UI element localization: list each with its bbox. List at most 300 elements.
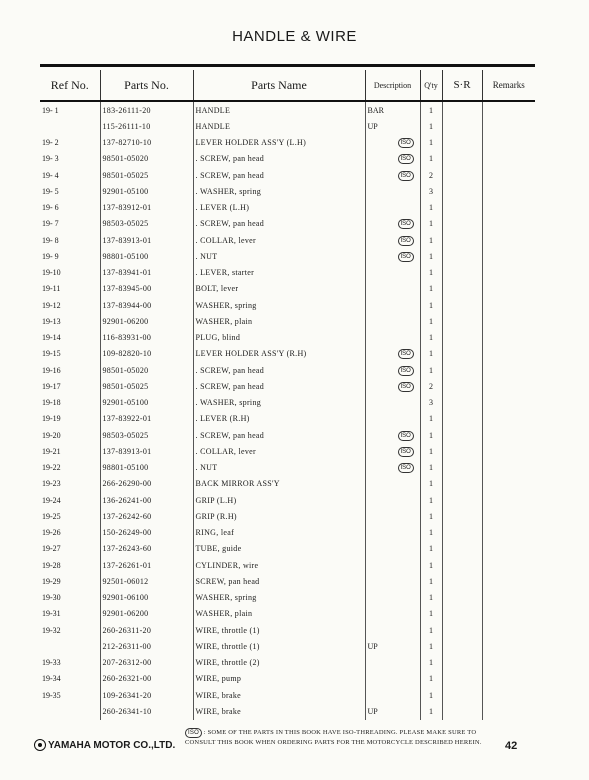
cell-parts-name: WASHER, spring (193, 297, 365, 313)
cell-description (365, 297, 420, 313)
cell-parts-name: BACK MIRROR ASS'Y (193, 476, 365, 492)
cell-sr (442, 313, 482, 329)
cell-parts-name: TUBE, guide (193, 541, 365, 557)
cell-remarks (482, 167, 535, 183)
iso-mark-icon: ISO (398, 349, 414, 359)
cell-remarks (482, 557, 535, 573)
cell-description (365, 492, 420, 508)
cell-description (365, 248, 420, 264)
cell-remarks (482, 525, 535, 541)
cell-parts-no: 266-26290-00 (100, 476, 193, 492)
table-row (40, 460, 535, 476)
cell-parts-name: WIRE, brake (193, 687, 365, 703)
cell-parts-name: WASHER, plain (193, 606, 365, 622)
cell-remarks (482, 248, 535, 264)
table-row (40, 346, 535, 362)
iso-footnote (185, 728, 482, 747)
cell-parts-name: WIRE, throttle (2) (193, 655, 365, 671)
cell-sr (442, 541, 482, 557)
cell-qty: 1 (420, 216, 442, 232)
cell-parts-no: 137-26242-60 (100, 508, 193, 524)
cell-sr (442, 476, 482, 492)
cell-parts-no: 137-83941-01 (100, 265, 193, 281)
cell-remarks (482, 671, 535, 687)
cell-sr (442, 151, 482, 167)
table-row (40, 118, 535, 134)
table-row (40, 232, 535, 248)
cell-description (365, 183, 420, 199)
cell-parts-name: . NUT (193, 460, 365, 476)
iso-mark-icon: ISO (398, 252, 414, 262)
cell-parts-no: 98801-05100 (100, 248, 193, 264)
cell-description (365, 590, 420, 606)
table-row (40, 655, 535, 671)
cell-description (365, 101, 420, 118)
cell-description (365, 378, 420, 394)
cell-parts-name: WIRE, brake (193, 703, 365, 719)
footnote-line-1: : SOME OF THE PARTS IN THIS BOOK HAVE ISO-THREADING. PLEASE MAKE SURE TO (203, 729, 477, 736)
cell-ref (40, 703, 100, 719)
cell-remarks (482, 216, 535, 232)
cell-ref: 19-28 (40, 557, 100, 573)
cell-parts-no: 137-26261-01 (100, 557, 193, 573)
table-row (40, 167, 535, 183)
cell-parts-name: GRIP (L.H) (193, 492, 365, 508)
cell-ref: 19-17 (40, 378, 100, 394)
cell-sr (442, 427, 482, 443)
cell-remarks (482, 476, 535, 492)
cell-parts-name: . LEVER, starter (193, 265, 365, 281)
cell-description (365, 200, 420, 216)
cell-parts-name: WIRE, throttle (1) (193, 622, 365, 638)
cell-parts-name: PLUG, blind (193, 330, 365, 346)
cell-description (365, 606, 420, 622)
col-header-ref: Ref No. (40, 70, 100, 101)
cell-ref: 19-10 (40, 265, 100, 281)
cell-remarks (482, 687, 535, 703)
table-row (40, 216, 535, 232)
cell-sr (442, 606, 482, 622)
cell-ref: 19-34 (40, 671, 100, 687)
cell-sr (442, 232, 482, 248)
cell-ref: 19-22 (40, 460, 100, 476)
table-row (40, 541, 535, 557)
cell-sr (442, 183, 482, 199)
cell-qty: 1 (420, 606, 442, 622)
cell-sr (442, 200, 482, 216)
cell-ref: 19- 8 (40, 232, 100, 248)
cell-qty: 1 (420, 346, 442, 362)
cell-qty: 1 (420, 541, 442, 557)
cell-parts-no: 98501-05020 (100, 362, 193, 378)
cell-parts-name: . WASHER, spring (193, 183, 365, 199)
cell-description (365, 476, 420, 492)
table-row (40, 606, 535, 622)
cell-parts-name: . LEVER (R.H) (193, 411, 365, 427)
cell-ref: 19- 7 (40, 216, 100, 232)
table-row (40, 330, 535, 346)
cell-ref: 19-12 (40, 297, 100, 313)
table-row (40, 492, 535, 508)
table-row (40, 411, 535, 427)
cell-description (365, 573, 420, 589)
col-header-sr: S·R (442, 70, 482, 101)
cell-parts-no: 92901-05100 (100, 183, 193, 199)
table-row (40, 183, 535, 199)
table-row (40, 703, 535, 719)
cell-description (365, 638, 420, 654)
cell-qty: 1 (420, 151, 442, 167)
cell-sr (442, 362, 482, 378)
footnote-line-2: CONSULT THIS BOOK WHEN ORDERING PARTS FOR THE MOTORCYCLE DESCRIBED HEREIN. (185, 739, 482, 746)
col-header-remarks: Remarks (482, 70, 535, 101)
cell-parts-no: 207-26312-00 (100, 655, 193, 671)
cell-remarks (482, 200, 535, 216)
cell-description (365, 411, 420, 427)
iso-mark-icon: ISO (398, 431, 414, 441)
cell-qty: 1 (420, 330, 442, 346)
cell-qty: 1 (420, 508, 442, 524)
cell-parts-name: . SCREW, pan head (193, 167, 365, 183)
cell-description (365, 232, 420, 248)
company-logo (34, 739, 175, 751)
cell-qty: 2 (420, 378, 442, 394)
cell-ref: 19-21 (40, 443, 100, 459)
iso-mark-icon: ISO (398, 138, 414, 148)
cell-description (365, 265, 420, 281)
cell-parts-no: 92901-05100 (100, 395, 193, 411)
table-row (40, 590, 535, 606)
cell-qty: 1 (420, 281, 442, 297)
cell-remarks (482, 411, 535, 427)
description-text: UP (367, 121, 378, 131)
table-row (40, 135, 535, 151)
cell-ref: 19-25 (40, 508, 100, 524)
cell-description (365, 443, 420, 459)
cell-description (365, 541, 420, 557)
cell-description (365, 330, 420, 346)
cell-parts-no: 116-83931-00 (100, 330, 193, 346)
cell-description (365, 427, 420, 443)
cell-qty: 1 (420, 313, 442, 329)
company-name: YAMAHA MOTOR CO.,LTD. (48, 739, 176, 751)
cell-remarks (482, 101, 535, 118)
cell-sr (442, 265, 482, 281)
cell-qty: 1 (420, 638, 442, 654)
cell-description (365, 281, 420, 297)
table-row (40, 573, 535, 589)
parts-table (40, 70, 535, 720)
cell-parts-name: . COLLAR, lever (193, 443, 365, 459)
table-row (40, 622, 535, 638)
cell-ref (40, 118, 100, 134)
page-number: 42 (505, 740, 518, 752)
table-row (40, 443, 535, 459)
table-row (40, 362, 535, 378)
cell-description (365, 346, 420, 362)
cell-parts-no: 260-26321-00 (100, 671, 193, 687)
cell-remarks (482, 313, 535, 329)
cell-remarks (482, 135, 535, 151)
parts-table-body (40, 101, 535, 720)
cell-remarks (482, 590, 535, 606)
cell-sr (442, 281, 482, 297)
cell-parts-name: GRIP (R.H) (193, 508, 365, 524)
cell-ref: 19-26 (40, 525, 100, 541)
cell-sr (442, 118, 482, 134)
cell-parts-name: BOLT, lever (193, 281, 365, 297)
cell-qty: 1 (420, 671, 442, 687)
cell-parts-no: 260-26311-20 (100, 622, 193, 638)
col-header-description: Description (365, 70, 420, 101)
table-header-row (40, 70, 535, 101)
cell-ref: 19-13 (40, 313, 100, 329)
cell-parts-no: 137-82710-10 (100, 135, 193, 151)
cell-parts-no: 115-26111-10 (100, 118, 193, 134)
cell-sr (442, 443, 482, 459)
cell-description (365, 395, 420, 411)
cell-ref: 19-19 (40, 411, 100, 427)
cell-remarks (482, 151, 535, 167)
cell-sr (442, 590, 482, 606)
cell-sr (442, 216, 482, 232)
cell-parts-name: . WASHER, spring (193, 395, 365, 411)
iso-mark-icon: ISO (398, 447, 414, 457)
iso-mark-icon: ISO (398, 382, 414, 392)
cell-parts-no: 137-83922-01 (100, 411, 193, 427)
cell-sr (442, 297, 482, 313)
cell-parts-no: 92901-06100 (100, 590, 193, 606)
cell-parts-no: 137-83944-00 (100, 297, 193, 313)
cell-parts-name: HANDLE (193, 101, 365, 118)
cell-parts-no: 92901-06200 (100, 606, 193, 622)
table-row (40, 101, 535, 118)
cell-parts-no: 109-82820-10 (100, 346, 193, 362)
cell-description (365, 135, 420, 151)
cell-ref: 19-35 (40, 687, 100, 703)
cell-sr (442, 508, 482, 524)
iso-mark-icon: ISO (398, 171, 414, 181)
cell-sr (442, 671, 482, 687)
table-row (40, 265, 535, 281)
cell-ref: 19- 2 (40, 135, 100, 151)
cell-ref: 19-15 (40, 346, 100, 362)
cell-parts-name: HANDLE (193, 118, 365, 134)
cell-parts-name: WIRE, pump (193, 671, 365, 687)
cell-qty: 1 (420, 557, 442, 573)
cell-remarks (482, 541, 535, 557)
cell-ref: 19-14 (40, 330, 100, 346)
cell-remarks (482, 183, 535, 199)
cell-parts-name: SCREW, pan head (193, 573, 365, 589)
cell-qty: 1 (420, 443, 442, 459)
cell-sr (442, 101, 482, 118)
cell-remarks (482, 508, 535, 524)
cell-remarks (482, 606, 535, 622)
cell-ref: 19-27 (40, 541, 100, 557)
cell-description (365, 687, 420, 703)
cell-qty: 1 (420, 687, 442, 703)
cell-sr (442, 703, 482, 719)
cell-ref: 19- 5 (40, 183, 100, 199)
cell-sr (442, 687, 482, 703)
cell-sr (442, 460, 482, 476)
cell-qty: 1 (420, 492, 442, 508)
table-row (40, 297, 535, 313)
cell-description (365, 622, 420, 638)
cell-sr (442, 378, 482, 394)
cell-remarks (482, 573, 535, 589)
cell-description (365, 671, 420, 687)
cell-parts-no: 150-26249-00 (100, 525, 193, 541)
cell-description (365, 655, 420, 671)
cell-sr (442, 167, 482, 183)
cell-remarks (482, 443, 535, 459)
table-row (40, 378, 535, 394)
cell-remarks (482, 297, 535, 313)
iso-mark-icon: ISO (398, 154, 414, 164)
cell-ref: 19-23 (40, 476, 100, 492)
iso-mark-icon: ISO (398, 366, 414, 376)
header-rule (40, 64, 535, 67)
cell-description (365, 525, 420, 541)
yamaha-emblem-icon (34, 739, 46, 751)
cell-ref: 19-24 (40, 492, 100, 508)
cell-ref: 19- 9 (40, 248, 100, 264)
cell-parts-name: . SCREW, pan head (193, 378, 365, 394)
cell-ref: 19-20 (40, 427, 100, 443)
cell-qty: 1 (420, 248, 442, 264)
cell-description (365, 216, 420, 232)
cell-parts-no: 98503-05025 (100, 216, 193, 232)
cell-remarks (482, 460, 535, 476)
cell-qty: 1 (420, 427, 442, 443)
cell-description (365, 167, 420, 183)
cell-qty: 1 (420, 135, 442, 151)
cell-qty: 2 (420, 167, 442, 183)
cell-remarks (482, 362, 535, 378)
cell-parts-name: . SCREW, pan head (193, 216, 365, 232)
cell-qty: 1 (420, 655, 442, 671)
cell-qty: 1 (420, 411, 442, 427)
cell-sr (442, 135, 482, 151)
cell-qty: 1 (420, 622, 442, 638)
cell-qty: 1 (420, 573, 442, 589)
iso-mark-icon: ISO (398, 236, 414, 246)
cell-parts-no: 92901-06200 (100, 313, 193, 329)
description-text: UP (367, 706, 378, 716)
cell-ref: 19- 1 (40, 101, 100, 118)
cell-parts-name: WASHER, spring (193, 590, 365, 606)
cell-parts-name: . SCREW, pan head (193, 151, 365, 167)
table-row (40, 557, 535, 573)
cell-parts-name: . COLLAR, lever (193, 232, 365, 248)
cell-ref: 19-30 (40, 590, 100, 606)
cell-qty: 1 (420, 703, 442, 719)
cell-sr (442, 492, 482, 508)
cell-sr (442, 557, 482, 573)
cell-qty: 3 (420, 183, 442, 199)
page-title: HANDLE & WIRE (232, 28, 357, 45)
cell-remarks (482, 655, 535, 671)
cell-parts-no: 136-26241-00 (100, 492, 193, 508)
cell-parts-no: 260-26341-10 (100, 703, 193, 719)
cell-parts-no: 137-83912-01 (100, 200, 193, 216)
iso-mark-icon: ISO (398, 219, 414, 229)
cell-qty: 1 (420, 101, 442, 118)
cell-parts-no: 183-26111-20 (100, 101, 193, 118)
cell-remarks (482, 703, 535, 719)
cell-description (365, 703, 420, 719)
cell-description (365, 508, 420, 524)
cell-ref: 19-11 (40, 281, 100, 297)
description-text: UP (367, 641, 378, 651)
table-row (40, 427, 535, 443)
cell-sr (442, 395, 482, 411)
cell-ref: 19- 3 (40, 151, 100, 167)
cell-remarks (482, 427, 535, 443)
cell-qty: 1 (420, 590, 442, 606)
cell-ref: 19-31 (40, 606, 100, 622)
cell-parts-name: . LEVER (L.H) (193, 200, 365, 216)
table-row (40, 151, 535, 167)
cell-parts-no: 98501-05025 (100, 378, 193, 394)
cell-parts-name: WASHER, plain (193, 313, 365, 329)
cell-sr (442, 622, 482, 638)
table-row (40, 313, 535, 329)
iso-mark-icon: ISO (185, 728, 202, 738)
cell-parts-name: . NUT (193, 248, 365, 264)
cell-parts-name: RING, leaf (193, 525, 365, 541)
cell-parts-no: 92501-06012 (100, 573, 193, 589)
cell-sr (442, 525, 482, 541)
cell-parts-name: LEVER HOLDER ASS'Y (L.H) (193, 135, 365, 151)
col-header-parts-name: Parts Name (193, 70, 365, 101)
cell-parts-no: 98501-05020 (100, 151, 193, 167)
cell-parts-no: 137-83945-00 (100, 281, 193, 297)
col-header-qty: Q'ty (420, 70, 442, 101)
cell-parts-no: 137-26243-60 (100, 541, 193, 557)
cell-description (365, 557, 420, 573)
cell-parts-name: . SCREW, pan head (193, 427, 365, 443)
table-row (40, 476, 535, 492)
cell-remarks (482, 265, 535, 281)
cell-ref: 19-18 (40, 395, 100, 411)
cell-description (365, 151, 420, 167)
table-row (40, 281, 535, 297)
cell-remarks (482, 232, 535, 248)
cell-parts-no: 109-26341-20 (100, 687, 193, 703)
cell-sr (442, 638, 482, 654)
cell-qty: 1 (420, 200, 442, 216)
cell-description (365, 118, 420, 134)
table-row (40, 200, 535, 216)
cell-qty: 1 (420, 265, 442, 281)
cell-sr (442, 248, 482, 264)
cell-remarks (482, 330, 535, 346)
table-row (40, 638, 535, 654)
table-row (40, 395, 535, 411)
cell-parts-no: 212-26311-00 (100, 638, 193, 654)
cell-parts-no: 98801-05100 (100, 460, 193, 476)
cell-ref: 19-29 (40, 573, 100, 589)
cell-remarks (482, 492, 535, 508)
cell-remarks (482, 281, 535, 297)
cell-parts-no: 137-83913-01 (100, 232, 193, 248)
cell-remarks (482, 118, 535, 134)
cell-qty: 1 (420, 232, 442, 248)
cell-sr (442, 655, 482, 671)
